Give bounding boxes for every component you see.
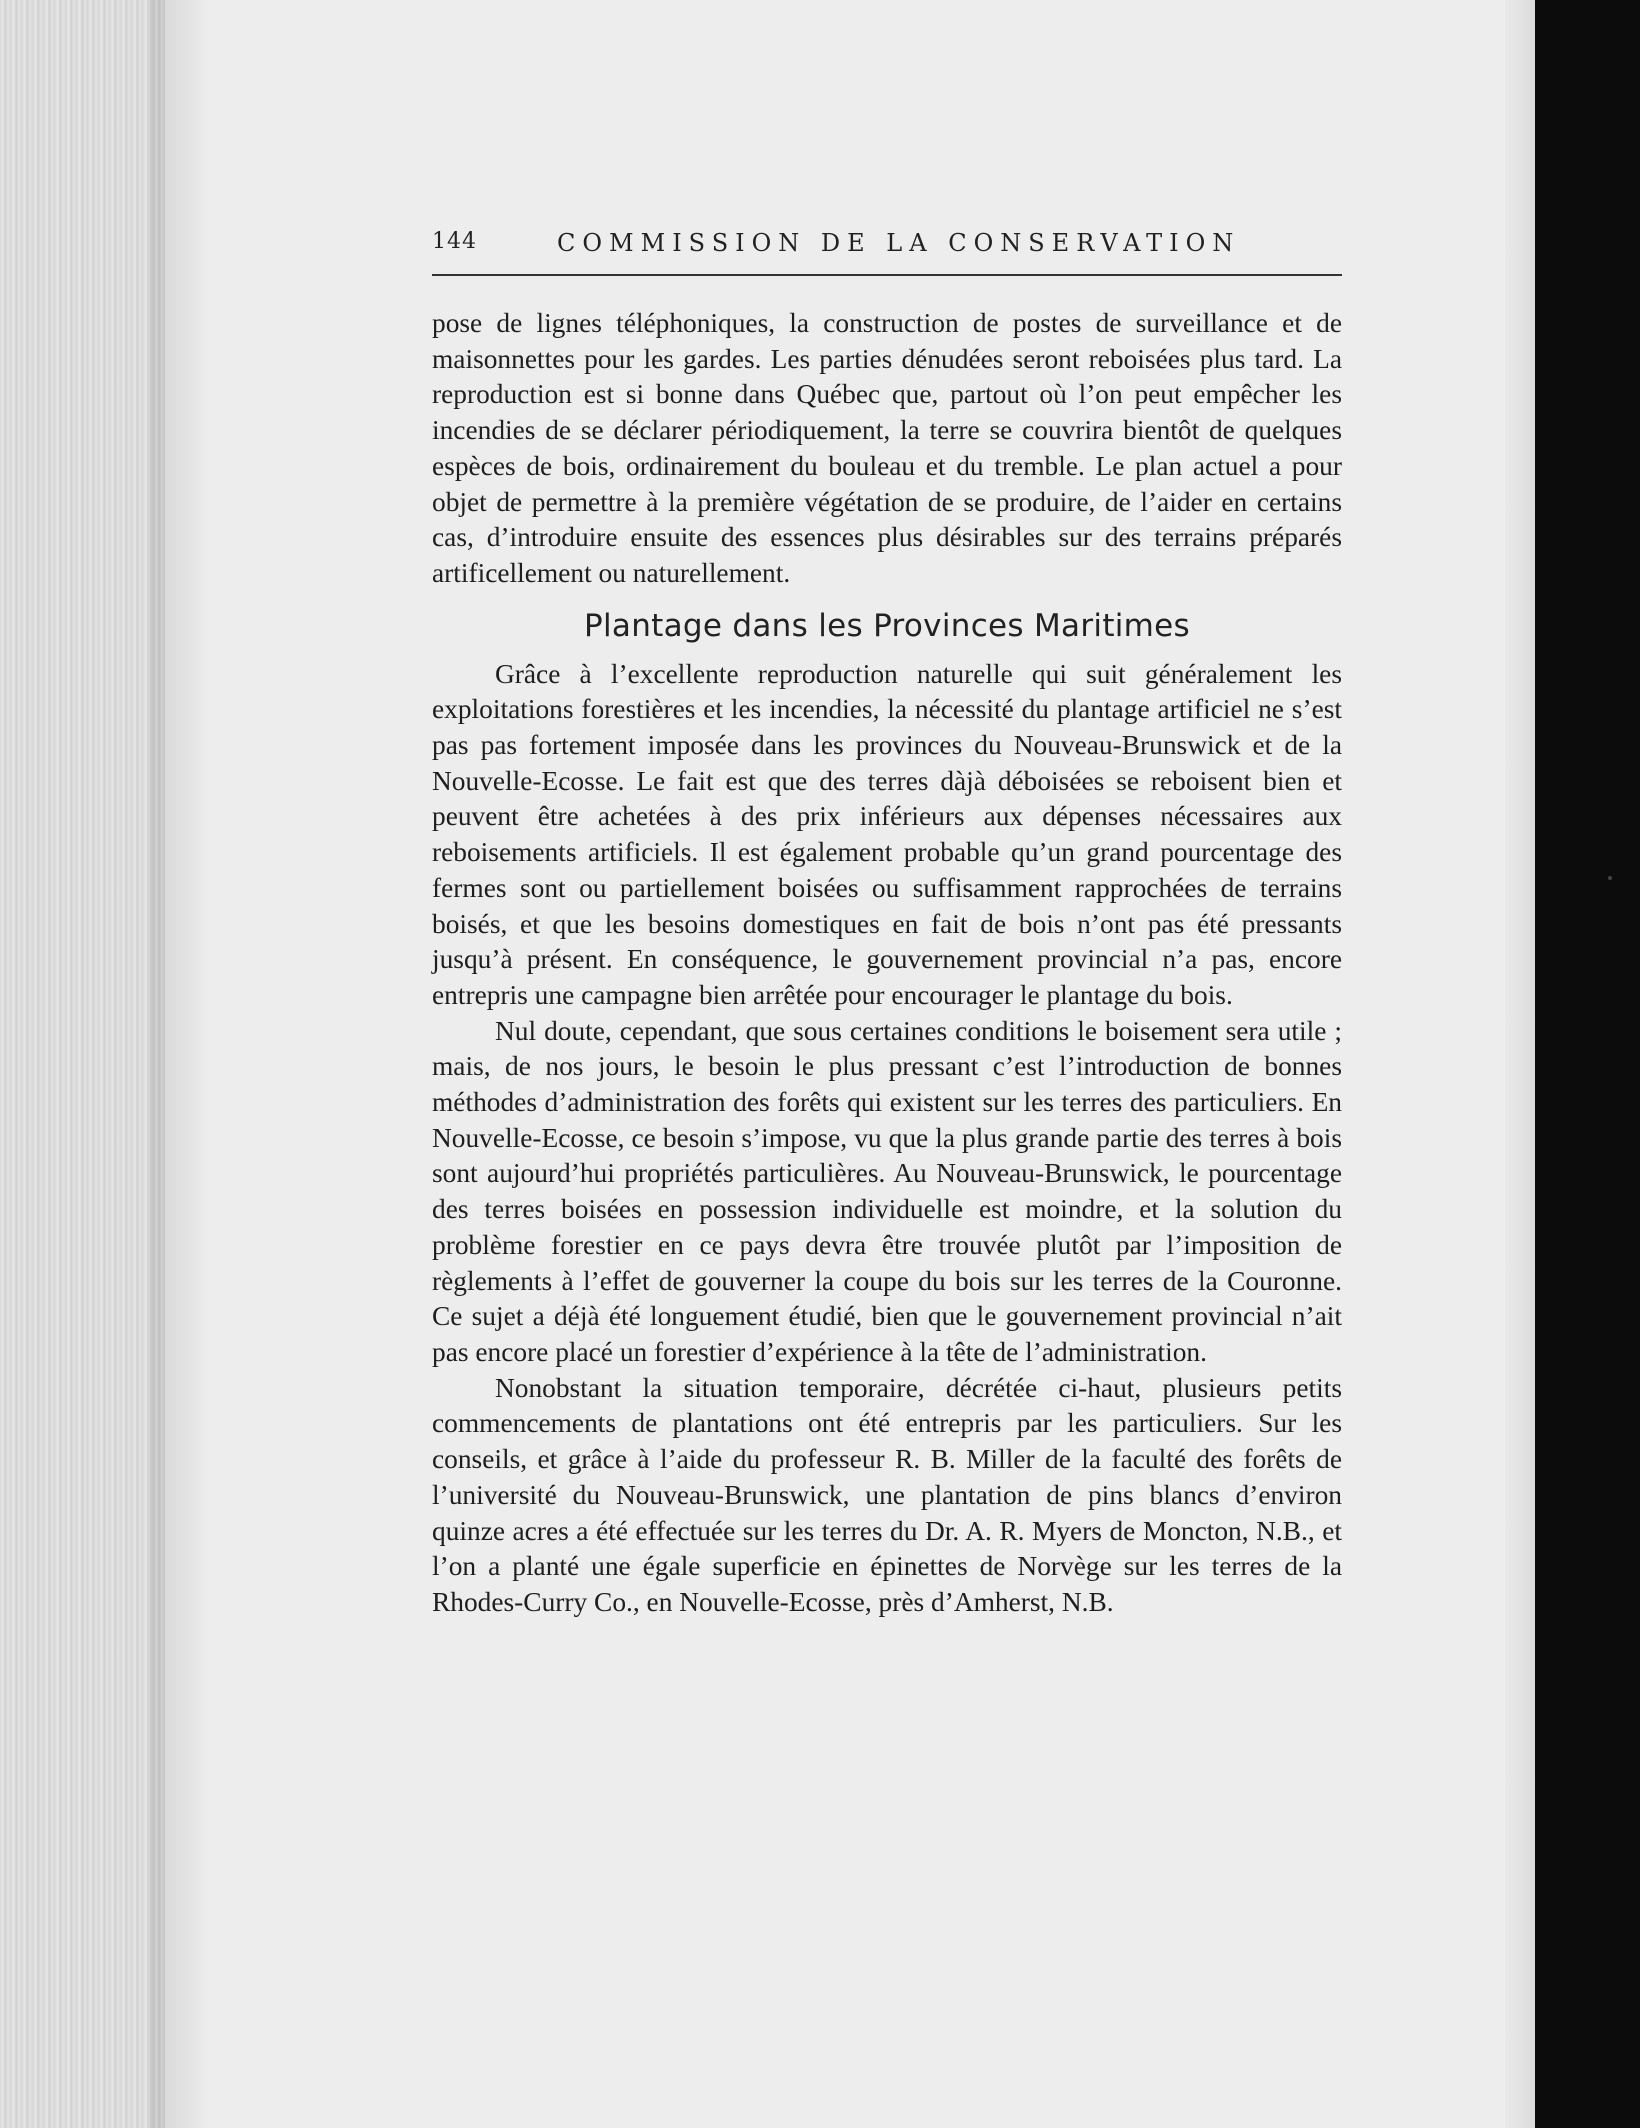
paragraph: Nul doute, cependant, que sous certaines conditions le boisement sera utile ; mais, de nos jours, le besoin le plus pressant c’est l’introduction de bonnes méthodes d’administration des forêts qui existent sur les terres des particuliers. En Nouvelle-Ecosse, ce besoin s’impose, vu que la plus grande partie des terres à bois sont aujourd’hui propriétés particulières. Au Nouveau-Brunswick, le pourcentage des terres boisées en possession individuelle est moindre, et la solution du problème forestier en ce pays devra être trouvée plutôt par l’imposition de règlements à l’effet de gouverner la coupe du bois sur les terres de la Couronne. Ce sujet a déjà été longuement étudié, bien que le gouvernement provincial n’ait pas encore placé un forestier d’expérience à la tête de l’administration. [432,1015,1342,1367]
paragraph: Grâce à l’excellente reproduction naturelle qui suit généralement les exploitations forestières et les incendies, la nécessité du plantage artificiel ne s’est pas pas fortement imposée dans les provinces du Nouveau-Brunswick et de la Nouvelle-Ecosse. Le fait est que des terres dàjà déboisées se reboisent bien et peuvent être achetées à des prix inférieurs aux dépenses nécessaires aux reboisements artificiels. Il est également probable qu’un grand pourcentage des fermes sont ou partiellement boisées ou suffisamment rapprochées de terrains boisés, et que les besoins domestiques en fait de bois n’ont pas été pressants jusqu’à présent. En conséquence, le gouvernement provincial n’a pas, encore entrepris une campagne bien arrêtée pour encourager le plantage du bois. [432,658,1342,1010]
section-heading: Plantage dans les Provinces Maritimes [583,607,1191,644]
book-gutter [0,0,165,2128]
header-rule [432,274,1342,276]
paragraph: Nonobstant la situation temporaire, décrétée ci-haut, plusieurs petits commencements de plantations ont été entrepris par les particuliers. Sur les conseils, et grâce à l’aide du professeur R. B. Miller de la faculté des forêts de l’université du Nouveau-Brunswick, une plantation de pins blancs d’environ quinze acres a été effectuée sur les terres du Dr. A. R. Myers de Moncton, N.B., et l’on a planté une égale superficie en épinettes de Norvège sur les terres de la Rhodes-Curry Co., en Nouvelle-Ecosse, près d’Amherst, N.B. [432,1372,1342,1617]
running-head [432,229,1342,263]
scan-speck [1608,876,1612,880]
running-title: COMMISSION DE LA CONSERVATION [557,229,1241,257]
scan-dark-border [1535,0,1640,2128]
page-number: 144 [432,229,477,254]
gutter-shadow [150,0,210,2128]
text-body [432,306,1342,1621]
paragraph-continuation: pose de lignes téléphoniques, la construction de postes de surveillance et de maisonnettes pour les gardes. Les parties dénudées seront reboisées plus tard. La reproduction est si bonne dans Québec que, partout où l’on peut empêcher les incendies de se déclarer périodiquement, la terre se couvrira bientôt de quelques espèces de bois, ordinairement du bouleau et du tremble. Le plan actuel a pour objet de permettre à la première végétation de se produire, de l’aider en certains cas, d’introduire ensuite des essences plus désirables sur des terrains préparés artificellement ou naturellement. [432,308,1342,588]
